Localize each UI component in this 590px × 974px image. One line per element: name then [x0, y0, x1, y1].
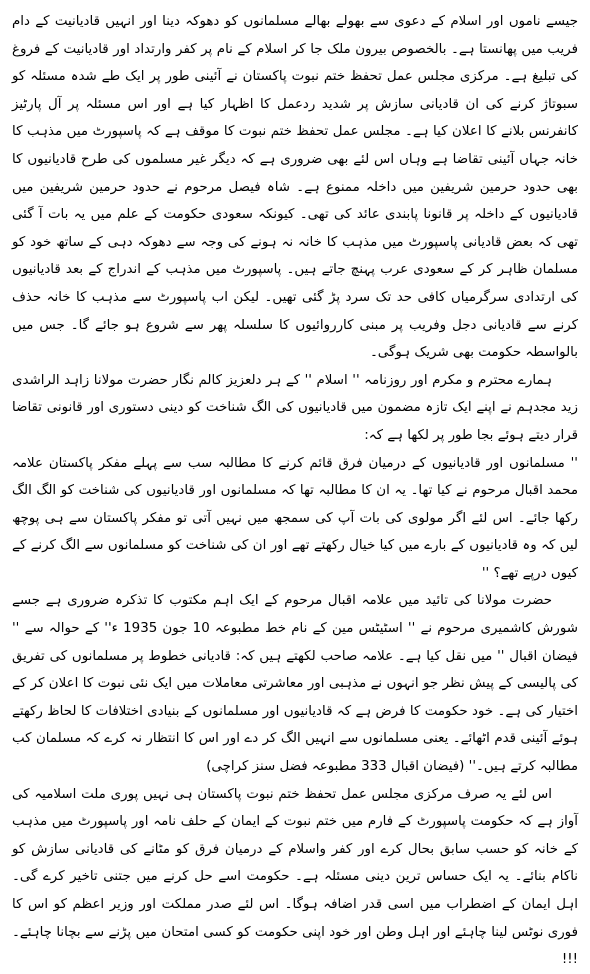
paragraph-iqbal-letter-intro	[12, 587, 578, 780]
quote-iqbal: قادیانی خطوط پر مسلمانوں کی تفریق کی پالیسی کے پیش نظر جو انہوں نے مذہبی اور معاشرتی معاملات میں ایک نئی نبوت کا اعلان کر کے اختیار کی ہے۔ خود حکومت کا فرض ہے کہ قادیانیوں اور مسلمانوں کے بنیادی اختلافات کا لحاظ رکھتے ہوئے آئینی قدم اٹھائے۔ یعنی مسلمانوں سے انہیں الگ کر دے اور اس کا انتظار نہ کرے کہ مسلمان کب مطالبہ کرتے ہیں۔''	[12, 648, 578, 775]
iqbal-intro-text-b: ء'' کے حوالہ سے '' فیضان اقبال '' میں نقل کیا ہے۔ علامہ صاحب لکھتے ہیں کہ:	[12, 621, 578, 664]
citation-faizan-iqbal: (فیضان اقبال 333 مطبوعہ فضل سنز کراچی)	[206, 759, 465, 775]
citation-page-number: 333	[361, 759, 387, 775]
quote-rashdi: '' مسلمانوں اور قادیانیوں کے درمیان فرق قائم کرنے کا مطالبہ سب سے پہلے مفکر پاکستان علامہ محمد اقبال مرحوم نے کیا تھا۔ یہ ان کا مطالبہ تھا کہ مسلمانوں اور قادیانیوں کی شناخت کو الگ الگ رکھا جائے۔ اس لئے اگر مولوی کی بات آپ کی سمجھ میں نہیں آتی تو مفکر پاکستان سے ہی پوچھ لیں کہ وہ قادیانیوں کے بارے میں کیا خیال رکھتے تھے اور ان کی شناخت کو مسلمانوں سے الگ کرنے کے کیوں درپے تھے؟ ''	[12, 455, 578, 581]
iqbal-intro-text-a: حضرت مولانا کی تائید میں علامہ اقبال مرحوم کے ایک اہم مکتوب کا تذکرہ ضروری ہے جسے شورش کاشمیری مرحوم نے '' اسٹیٹس مین کے نام خط مطبوعہ	[12, 593, 578, 637]
paragraph-rashdi-column-intro	[12, 367, 578, 450]
paragraph-conclusion: اس لئے یہ صرف مرکزی مجلس عمل تحفظ ختم نبوت پاکستان ہی نہیں پوری ملت اسلامیہ کی آواز ہے کہ حکومت پاسپورٹ کے فارم میں ختم نبوت کے ایمان کے حلف نامہ اور پاسپورٹ میں مذہب کے خانہ کو حسب سابق بحال کرے اور کفر واسلام کے درمیان فرق کو مٹانے کی قادیانی سازش کو ناکام بنائے۔ یہ ایک حساس ترین دینی مسئلہ ہے۔ حکومت اسے حل کرنے میں جتنی تاخیر کرے گی۔ اہل ایمان کے اضطراب میں اسی قدر اضافہ ہوگا۔ اس لئے صدر مملکت اور وزیر اعظم کو اس کا فوری نوٹس لینا چاہئے اور اہل وطن اور خود اپنی حکومت کو کسی امتحان میں پڑنے سے بچانا چاہئے۔ !!!	[12, 786, 578, 968]
iqbal-letter-date: 10 جون 1935	[123, 621, 210, 637]
paragraph-passport-religion-column: جیسے ناموں اور اسلام کے دعوی سے بھولے بھالے مسلمانوں کو دھوکہ دینا اور انہیں قادیانیت کے دام فریب میں پھانستا ہے۔ بالخصوص بیرون ملک جا کر اسلام کے نام پر کفر وارتداد اور قادیانیت کے فروغ کی تبلیغ ہے۔ مرکزی مجلس عمل تحفظ ختم نبوت پاکستان نے آئینی طور پر ایک طے شدہ مسئلہ کو سبوتاژ کرنے کی ان قادیانی سازش پر شدید ردعمل کا اظہار کیا ہے اور اس مسئلہ پر آل پارٹیز کانفرنس بلانے کا اعلان کیا ہے۔ مجلس عمل تحفظ ختم نبوت کا موقف ہے کہ پاسپورٹ میں مذہب کا خانہ جہاں آئینی تقاضا ہے وہاں اس لئے بھی ضروری ہے کہ دیگر غیر مسلموں کی طرح قادیانیوں کا بھی حدود حرمین شریفین میں داخلہ ممنوع ہے۔ شاہ فیصل مرحوم نے حدود حرمین شریفین میں قادیانیوں کے داخلہ پر قانونا پابندی عائد کی تھی۔ کیونکہ سعودی حکومت کے علم میں یہ بات آ گئی تھی کہ بعض قادیانی پاسپورٹ میں مذہب کا خانہ نہ ہونے کی وجہ سے دھوکہ دہی کے ساتھ خود کو مسلمان ظاہر کر کے سعودی عرب پہنچ جاتے ہیں۔ پاسپورٹ میں مذہب کے اندراج کے بعد قادیانیوں کی ارتدادی سرگرمیاں کافی حد تک سرد پڑ گئی تھیں۔ لیکن اب پاسپورٹ سے مذہب کا خانہ حذف کرنے سے قادیانی دجل وفریب پر مبنی کارروائیوں کا سلسلہ پھر سے شروع ہو جائے گا۔ جس میں بالواسطہ حکومت بھی شریک ہوگی۔	[12, 14, 578, 361]
rashdi-intro-text: ہمارے محترم و مکرم اور روزنامہ '' اسلام '' کے ہر دلعزیز کالم نگار حضرت مولانا زاہد الراشدی زید مجدہم نے اپنے ایک تازہ مضمون میں قادیانیوں کی الگ شناخت کو دینی دستوری اور قانونی تقاضا قرار دیتے ہوئے بجا طور پر لکھا ہے کہ:	[12, 372, 578, 443]
